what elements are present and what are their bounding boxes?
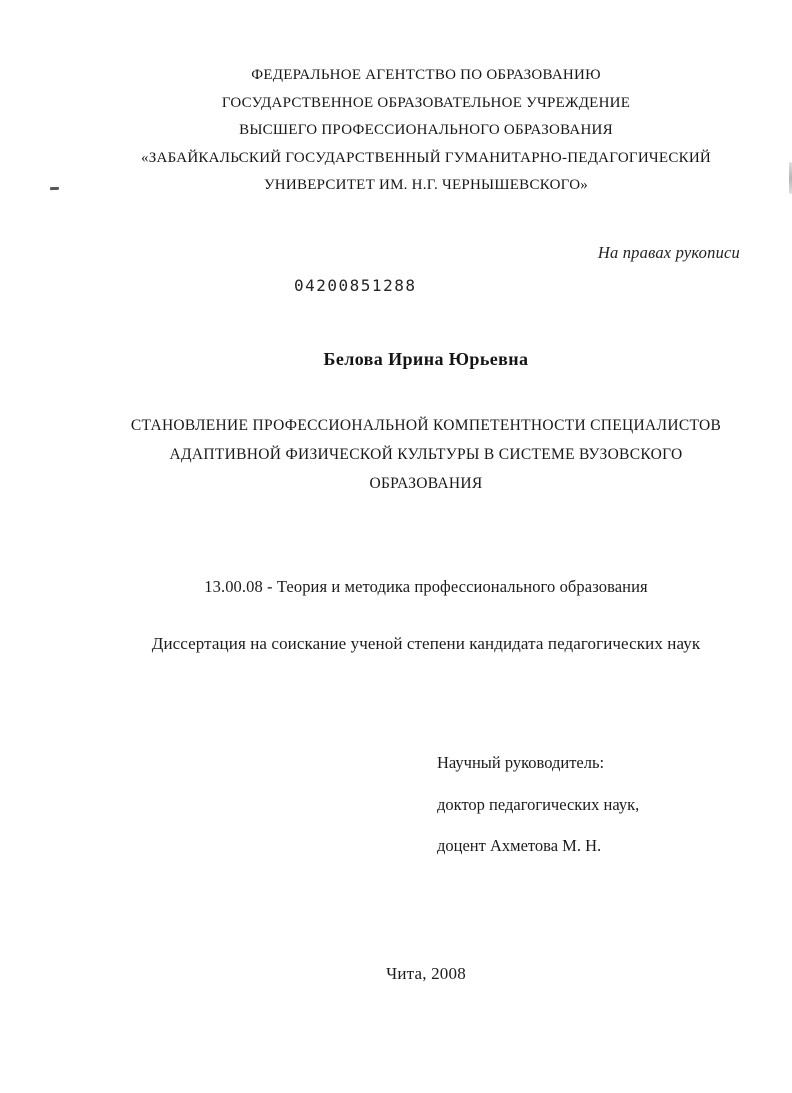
supervisor-degree: доктор педагогических наук, [437,794,640,814]
institution-header-line: «ЗАБАЙКАЛЬСКИЙ ГОСУДАРСТВЕННЫЙ ГУМАНИТАРНО-ПЕДАГОГИЧЕСКИЙ [141,149,711,166]
dissertation-title-line: ОБРАЗОВАНИЯ [369,475,483,492]
institution-header-line: УНИВЕРСИТЕТ ИМ. Н.Г. ЧЕРНЫШЕВСКОГО» [263,177,589,194]
author-name: Белова Ирина Юрьевна [323,349,529,369]
institution-header [64,62,788,200]
manuscript-rights-note: На правах рукописи [597,243,740,262]
specialty-code-line: 13.00.08 - Теория и методика профессионального образования [204,577,648,596]
institution-header-line: ФЕДЕРАЛЬНОЕ АГЕНТСТВО ПО ОБРАЗОВАНИЮ [251,67,601,83]
supervisor-name: доцент Ахметова М. Н. [437,836,602,855]
institution-header-line: ГОСУДАРСТВЕННОЕ ОБРАЗОВАТЕЛЬНОЕ УЧРЕЖДЕНИЕ [221,94,631,111]
city-year-line: Чита, 2008 [386,964,466,983]
dissertation-title-line: АДАПТИВНОЙ ФИЗИЧЕСКОЙ КУЛЬТУРЫ В СИСТЕМЕ ВУЗОВСКОГО [169,446,683,463]
registration-stamp-number: 04200851288 [294,276,417,295]
scan-dash-artifact [50,187,59,190]
dissertation-title-line: СТАНОВЛЕНИЕ ПРОФЕССИОНАЛЬНОЙ КОМПЕТЕНТНОСТИ СПЕЦИАЛИСТОВ [130,417,722,434]
dissertation-degree-line: Диссертация на соискание ученой степени кандидата педагогических наук [151,634,701,653]
supervisor-label: Научный руководитель: [437,753,605,772]
dissertation-title [64,411,788,498]
institution-header-line: ВЫСШЕГО ПРОФЕССИОНАЛЬНОГО ОБРАЗОВАНИЯ [239,122,613,139]
supervisor-block [437,742,639,867]
